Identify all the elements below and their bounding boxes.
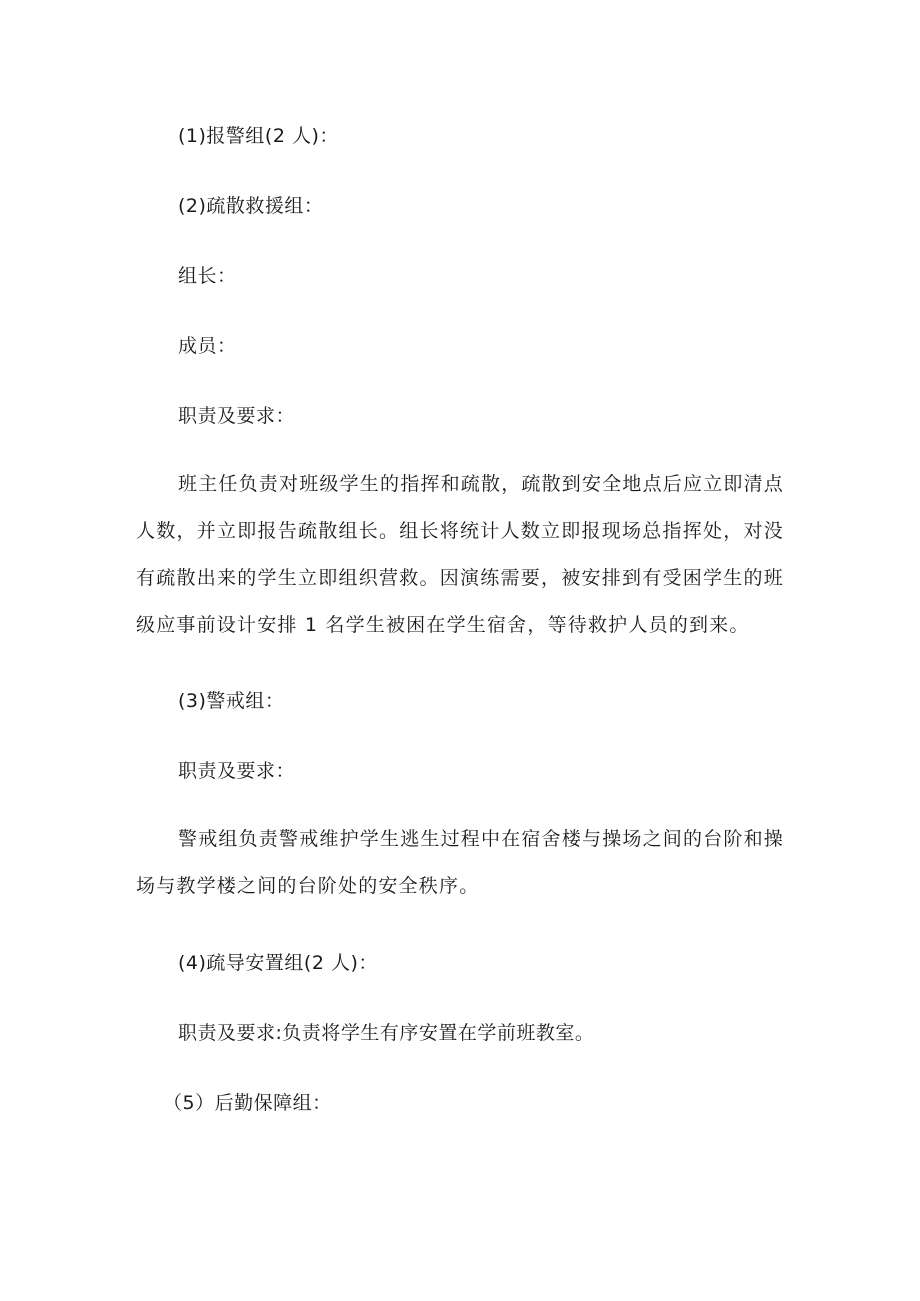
guard-group-heading: (3)警戒组： bbox=[178, 690, 285, 712]
evacuation-group-heading: (2)疏散救援组： bbox=[178, 195, 324, 217]
leader-label: 组长： bbox=[178, 265, 237, 287]
members-label: 成员： bbox=[178, 335, 237, 357]
placement-duties-text: 职责及要求:负责将学生有序安置在学前班教室。 bbox=[178, 1022, 595, 1044]
logistics-group-heading: （5）后勤保障组： bbox=[163, 1092, 332, 1114]
alarm-group-heading: (1)报警组(2 人)： bbox=[178, 125, 339, 147]
duties-label: 职责及要求： bbox=[178, 760, 296, 782]
placement-group-heading: (4)疏导安置组(2 人)： bbox=[178, 952, 378, 974]
duties-label: 职责及要求： bbox=[178, 405, 296, 427]
evacuation-duties-paragraph: 班主任负责对班级学生的指挥和疏散，疏散到安全地点后应立即清点人数，并立即报告疏散组长。组长将统计人数立即报现场总指挥处，对没有疏散出来的学生立即组织营救。因演练需要，被安排到有受困学生的班级应事前设计安排 1 名学生被困在学生宿舍，等待救护人员的到来。 bbox=[136, 473, 785, 636]
guard-duties-paragraph: 警戒组负责警戒维护学生逃生过程中在宿舍楼与操场之间的台阶和操场与教学楼之间的台阶处的安全秩序。 bbox=[136, 828, 785, 897]
